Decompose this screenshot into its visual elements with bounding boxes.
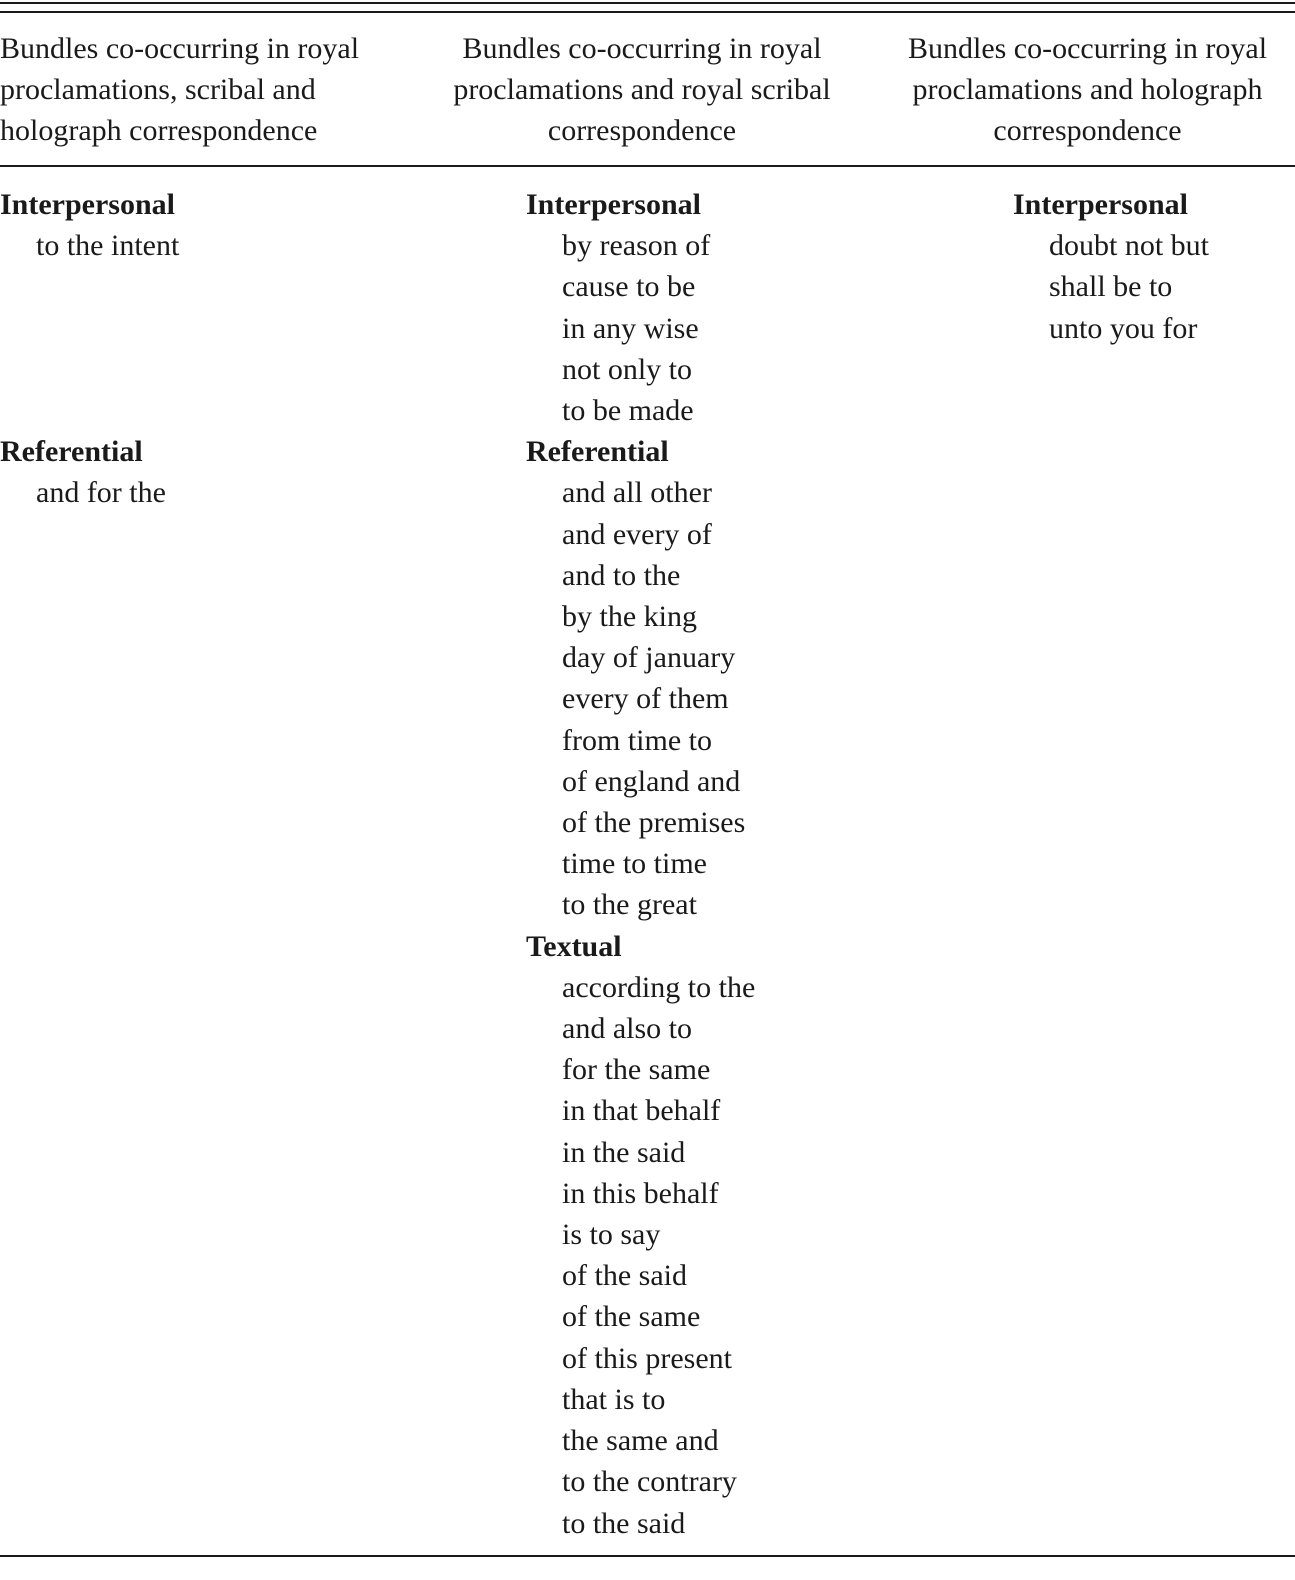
bundle-item: in this behalf [562,1176,719,1210]
column-2 [526,184,755,1544]
bundle-item: in that behalf [562,1094,721,1128]
top-rule-1 [0,2,1295,4]
bundle-item: cause to be [562,270,696,304]
bundle-item: and for the [36,476,166,510]
category-label: Interpersonal [1013,188,1188,221]
bundle-item: the same and [562,1424,719,1458]
category-label: Textual [526,929,622,963]
bundle-item: every of them [562,682,729,716]
bottom-rule [0,1555,1295,1557]
category-label: Referential [526,435,669,469]
bundle-item: and to the [562,558,681,592]
header-rule [0,165,1295,167]
bundle-item: and all other [562,476,712,510]
bundle-item: in any wise [562,311,699,345]
bundle-item: of england and [562,764,741,798]
bundle-item: for the same [562,1053,711,1087]
top-rule-2 [0,11,1295,13]
category-label: Referential [0,435,143,469]
header-col-1: Bundles co-occurring in royal proclamations, scribal and holograph correspondence [0,32,360,147]
bundle-item: of the premises [562,806,746,840]
bundle-item: time to time [562,847,707,881]
bundle-item: according to the [562,970,756,1004]
bundle-item: shall be to [1049,270,1173,304]
column-3 [1013,184,1209,349]
header-col-2: Bundles co-occurring in royal proclamations and royal scribal correspondence [453,32,831,147]
bundle-item: to the said [562,1506,686,1540]
bundle-item: to be made [562,394,694,428]
bundle-item: by reason of [562,229,711,263]
column-1 [0,184,179,514]
bundle-item: unto you for [1049,311,1198,345]
bundle-item: and every of [562,517,712,551]
category-label: Interpersonal [526,188,701,221]
bundle-item: day of january [562,641,736,675]
bundle-item: to the great [562,888,697,922]
header-col-3: Bundles co-occurring in royal proclamations and holograph correspondence [907,32,1268,147]
bundle-item: from time to [562,723,712,757]
bundle-item: of this present [562,1341,732,1375]
bundle-item: to the intent [36,229,180,263]
bundle-item: doubt not but [1049,229,1210,263]
bundle-item: in the said [562,1135,686,1169]
bundle-item: not only to [562,352,693,386]
bundle-item: that is to [562,1382,666,1416]
bundle-item: to the contrary [562,1465,737,1499]
bundle-item: of the same [562,1300,701,1334]
bundle-item: is to say [562,1218,661,1252]
bundle-item: of the said [562,1259,687,1293]
category-label: Interpersonal [0,188,175,221]
bundle-item: and also to [562,1012,692,1046]
bundle-item: by the king [562,600,697,634]
